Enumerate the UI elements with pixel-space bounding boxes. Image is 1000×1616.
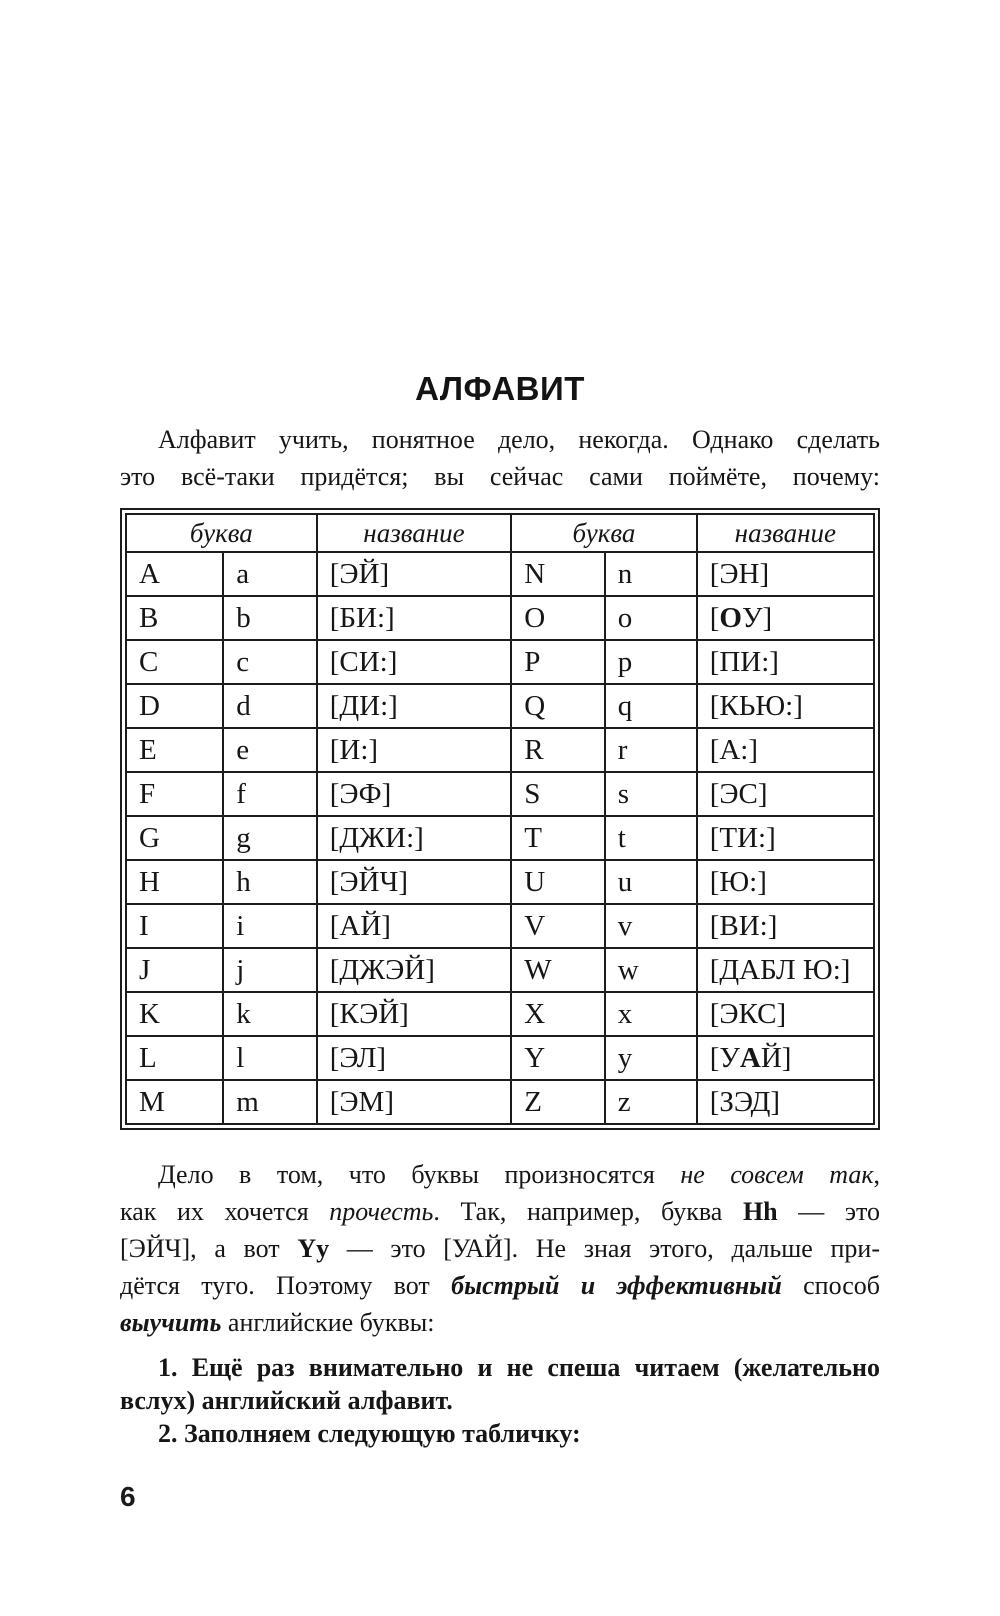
- lowercase-letter-cell: t: [605, 816, 697, 860]
- letter-name-cell: [ЭФ]: [317, 772, 511, 816]
- uppercase-letter-cell: W: [511, 948, 605, 992]
- alphabet-table-body: [126, 552, 874, 1124]
- alphabet-table-frame: [120, 508, 880, 1130]
- table-row: [126, 948, 874, 992]
- lowercase-letter-cell: b: [223, 596, 317, 640]
- lowercase-letter-cell: h: [223, 860, 317, 904]
- paragraph-line: Дело в том, что буквы произносятся не совсем так,: [158, 1160, 880, 1189]
- uppercase-letter-cell: P: [511, 640, 605, 684]
- table-row: [126, 904, 874, 948]
- lowercase-letter-cell: v: [605, 904, 697, 948]
- table-row: [126, 992, 874, 1036]
- instructions-list: [120, 1351, 880, 1450]
- uppercase-letter-cell: I: [126, 904, 223, 948]
- uppercase-letter-cell: C: [126, 640, 223, 684]
- uppercase-letter-cell: Y: [511, 1036, 605, 1080]
- lowercase-letter-cell: w: [605, 948, 697, 992]
- uppercase-letter-cell: O: [511, 596, 605, 640]
- letter-name-cell: [ЭКС]: [697, 992, 874, 1036]
- intro-paragraph: [120, 421, 880, 495]
- uppercase-letter-cell: D: [126, 684, 223, 728]
- lowercase-letter-cell: k: [223, 992, 317, 1036]
- letter-name-cell: [ДЖЭЙ]: [317, 948, 511, 992]
- table-row: [126, 1036, 874, 1080]
- page-title: АЛФАВИТ: [415, 370, 585, 407]
- letter-name-cell: [ТИ:]: [697, 816, 874, 860]
- paragraph-line: [ЭЙЧ], а вот Yy — это [УАЙ]. Не зная этого, дальше при-: [120, 1234, 880, 1263]
- table-row: [126, 1080, 874, 1124]
- lowercase-letter-cell: y: [605, 1036, 697, 1080]
- lowercase-letter-cell: c: [223, 640, 317, 684]
- alphabet-table: [125, 513, 875, 1125]
- list-item-line: 2. Заполняем следующую табличку:: [158, 1419, 581, 1448]
- uppercase-letter-cell: R: [511, 728, 605, 772]
- column-header: буква: [511, 514, 697, 552]
- uppercase-letter-cell: U: [511, 860, 605, 904]
- lowercase-letter-cell: j: [223, 948, 317, 992]
- list-item-line: вслух) английский алфавит.: [120, 1386, 453, 1415]
- lowercase-letter-cell: n: [605, 552, 697, 596]
- uppercase-letter-cell: T: [511, 816, 605, 860]
- uppercase-letter-cell: Q: [511, 684, 605, 728]
- letter-name-cell: [КЭЙ]: [317, 992, 511, 1036]
- uppercase-letter-cell: X: [511, 992, 605, 1036]
- lowercase-letter-cell: f: [223, 772, 317, 816]
- lowercase-letter-cell: q: [605, 684, 697, 728]
- lowercase-letter-cell: i: [223, 904, 317, 948]
- table-row: [126, 728, 874, 772]
- alphabet-table-header: [126, 514, 874, 552]
- letter-name-cell: [ЭЛ]: [317, 1036, 511, 1080]
- column-header: название: [317, 514, 511, 552]
- letter-name-cell: [И:]: [317, 728, 511, 772]
- page-number: 6: [120, 1481, 136, 1512]
- uppercase-letter-cell: F: [126, 772, 223, 816]
- letter-name-cell: [УАЙ]: [697, 1036, 874, 1080]
- column-header: буква: [126, 514, 317, 552]
- uppercase-letter-cell: E: [126, 728, 223, 772]
- letter-name-cell: [ОУ]: [697, 596, 874, 640]
- lowercase-letter-cell: x: [605, 992, 697, 1036]
- lowercase-letter-cell: z: [605, 1080, 697, 1124]
- paragraph-line: дётся туго. Поэтому вот быстрый и эффективный способ: [120, 1271, 880, 1300]
- lowercase-letter-cell: r: [605, 728, 697, 772]
- uppercase-letter-cell: Z: [511, 1080, 605, 1124]
- lowercase-letter-cell: e: [223, 728, 317, 772]
- letter-name-cell: [КЬЮ:]: [697, 684, 874, 728]
- letter-name-cell: [АЙ]: [317, 904, 511, 948]
- table-row: [126, 684, 874, 728]
- letter-name-cell: [Ю:]: [697, 860, 874, 904]
- lowercase-letter-cell: p: [605, 640, 697, 684]
- lowercase-letter-cell: m: [223, 1080, 317, 1124]
- lowercase-letter-cell: u: [605, 860, 697, 904]
- uppercase-letter-cell: H: [126, 860, 223, 904]
- paragraph-line: как их хочется прочесть. Так, например, буква Hh — это: [120, 1197, 880, 1226]
- header-row: [126, 514, 874, 552]
- uppercase-letter-cell: J: [126, 948, 223, 992]
- lowercase-letter-cell: l: [223, 1036, 317, 1080]
- letter-name-cell: [ЭС]: [697, 772, 874, 816]
- letter-name-cell: [ДАБЛ Ю:]: [697, 948, 874, 992]
- letter-name-cell: [ЭЙЧ]: [317, 860, 511, 904]
- uppercase-letter-cell: G: [126, 816, 223, 860]
- letter-name-cell: [А:]: [697, 728, 874, 772]
- table-row: [126, 552, 874, 596]
- letter-name-cell: [СИ:]: [317, 640, 511, 684]
- letter-name-cell: [ВИ:]: [697, 904, 874, 948]
- lowercase-letter-cell: g: [223, 816, 317, 860]
- uppercase-letter-cell: S: [511, 772, 605, 816]
- uppercase-letter-cell: M: [126, 1080, 223, 1124]
- uppercase-letter-cell: K: [126, 992, 223, 1036]
- paragraph-line: выучить английские буквы:: [120, 1308, 435, 1337]
- letter-name-cell: [ЭЙ]: [317, 552, 511, 596]
- table-row: [126, 640, 874, 684]
- letter-name-cell: [БИ:]: [317, 596, 511, 640]
- column-header: название: [697, 514, 874, 552]
- uppercase-letter-cell: B: [126, 596, 223, 640]
- uppercase-letter-cell: N: [511, 552, 605, 596]
- intro-line: Алфавит учить, понятное дело, некогда. Однако сделать: [158, 425, 880, 454]
- table-row: [126, 860, 874, 904]
- table-row: [126, 772, 874, 816]
- explanation-paragraph: [120, 1156, 880, 1341]
- lowercase-letter-cell: a: [223, 552, 317, 596]
- letter-name-cell: [ЭМ]: [317, 1080, 511, 1124]
- lowercase-letter-cell: o: [605, 596, 697, 640]
- table-row: [126, 816, 874, 860]
- letter-name-cell: [ПИ:]: [697, 640, 874, 684]
- lowercase-letter-cell: s: [605, 772, 697, 816]
- uppercase-letter-cell: V: [511, 904, 605, 948]
- letter-name-cell: [ЭН]: [697, 552, 874, 596]
- uppercase-letter-cell: L: [126, 1036, 223, 1080]
- lowercase-letter-cell: d: [223, 684, 317, 728]
- letter-name-cell: [ЗЭД]: [697, 1080, 874, 1124]
- table-row: [126, 596, 874, 640]
- letter-name-cell: [ДИ:]: [317, 684, 511, 728]
- letter-name-cell: [ДЖИ:]: [317, 816, 511, 860]
- uppercase-letter-cell: A: [126, 552, 223, 596]
- intro-line: это всё-таки придётся; вы сейчас сами поймёте, почему:: [120, 462, 880, 491]
- list-item-line: 1. Ещё раз внимательно и не спеша читаем (желательно: [158, 1353, 880, 1382]
